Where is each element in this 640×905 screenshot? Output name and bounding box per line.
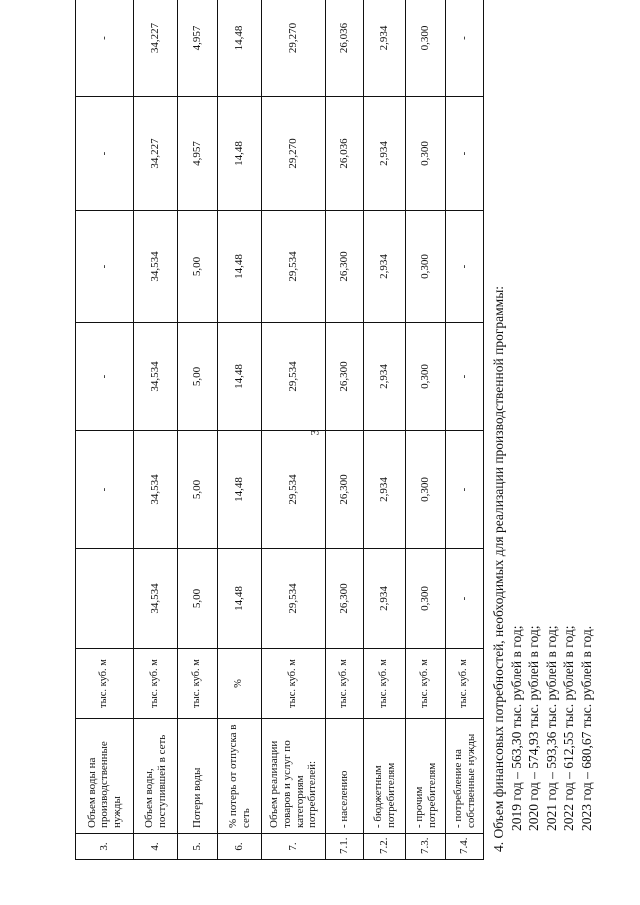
value-cell: 34,534: [134, 323, 178, 431]
value-cell: -: [76, 431, 134, 549]
value-cell: 29,534: [262, 323, 326, 431]
value-cell: -: [76, 97, 134, 211]
value-cell: 0,300: [406, 0, 446, 97]
production-program-table: [75, 0, 484, 860]
financial-year-line: 2022 год – 612,55 тыс. рублей в год;: [561, 625, 576, 831]
unit-cell: тыс. куб. м: [406, 649, 446, 719]
value-cell: 0,300: [406, 549, 446, 649]
financial-year-line: 2019 год – 563,30 тыс. рублей в год;: [508, 625, 524, 831]
value-cell: 29,534: [262, 549, 326, 649]
unit-cell: тыс. куб. м: [446, 649, 484, 719]
value-cell: 5,00: [178, 549, 218, 649]
value-cell: [76, 549, 134, 649]
table-row: [406, 0, 446, 860]
table-row: [446, 0, 484, 860]
value-cell: -: [446, 211, 484, 323]
unit-cell: %: [218, 649, 262, 719]
value-cell: 0,300: [406, 431, 446, 549]
value-cell: 2,934: [364, 97, 406, 211]
unit-cell: тыс. куб. м: [364, 649, 406, 719]
value-cell: 2,934: [364, 211, 406, 323]
row-number-cell: 3.: [76, 834, 134, 860]
value-cell: 14,48: [218, 549, 262, 649]
value-cell: -: [76, 323, 134, 431]
financial-needs-section: [490, 52, 595, 852]
table-row: [134, 0, 178, 860]
unit-cell: тыс. куб. м: [178, 649, 218, 719]
indicator-name-cell: Объем воды на производственные нужды: [76, 719, 134, 834]
table-row: [326, 0, 364, 860]
value-cell: 26,300: [326, 431, 364, 549]
table-body: [76, 0, 484, 860]
value-cell: 34,227: [134, 97, 178, 211]
value-cell: 2,934: [364, 549, 406, 649]
value-cell: 0,300: [406, 211, 446, 323]
indicator-name-cell: Объем воды, поступившей в сеть: [134, 719, 178, 834]
financial-needs-title: 4. Объем финансовых потребностей, необходимых для реализации производственной программы:: [491, 285, 506, 852]
value-cell: 26,300: [326, 323, 364, 431]
value-cell: -: [446, 431, 484, 549]
financial-year-line: 2020 год – 574,93 тыс. рублей в год;: [526, 625, 541, 831]
unit-cell: тыс. куб. м: [262, 649, 326, 719]
indicator-name-cell: Объем реализации товаров и услуг по категориям потребителей:: [262, 719, 326, 834]
row-number-cell: 7.2.: [364, 834, 406, 860]
indicator-name-cell: - прочим потребителям: [406, 719, 446, 834]
rotated-page-content: [40, 22, 600, 860]
unit-cell: тыс. куб. м: [134, 649, 178, 719]
value-cell: 4,957: [178, 97, 218, 211]
value-cell: 34,534: [134, 549, 178, 649]
value-cell: 29,534: [262, 211, 326, 323]
value-cell: 2,934: [364, 431, 406, 549]
unit-cell: тыс. куб. м: [76, 649, 134, 719]
indicator-name-cell: % потерь от отпуска в сеть: [218, 719, 262, 834]
value-cell: 14,48: [218, 323, 262, 431]
row-number-cell: 7.3.: [406, 834, 446, 860]
value-cell: 34,227: [134, 0, 178, 97]
value-cell: 34,534: [134, 211, 178, 323]
value-cell: 2,934: [364, 0, 406, 97]
value-cell: 14,48: [218, 97, 262, 211]
value-cell: 14,48: [218, 211, 262, 323]
value-cell: 34,534: [134, 431, 178, 549]
value-cell: 26,300: [326, 549, 364, 649]
value-cell: -: [76, 0, 134, 97]
table-row: [76, 0, 134, 860]
value-cell: 4,957: [178, 0, 218, 97]
table-row: [364, 0, 406, 860]
value-cell: 0,300: [406, 323, 446, 431]
table-row: [218, 0, 262, 860]
value-cell: 29,270: [262, 0, 326, 97]
row-number-cell: 5.: [178, 834, 218, 860]
row-number-cell: 7.1.: [326, 834, 364, 860]
value-cell: 5,00: [178, 323, 218, 431]
table-row: [262, 0, 326, 860]
value-cell: -: [446, 549, 484, 649]
row-number-cell: 4.: [134, 834, 178, 860]
row-number-cell: 7.4.: [446, 834, 484, 860]
indicator-name-cell: - потребление на собственные нужды: [446, 719, 484, 834]
value-cell: -: [446, 0, 484, 97]
financial-year-line: 2023 год – 680,67 тыс. рублей в год.: [578, 625, 594, 831]
value-cell: 29,270: [262, 97, 326, 211]
value-cell: 5,00: [178, 431, 218, 549]
value-cell: -: [76, 211, 134, 323]
indicator-name-cell: - населению: [326, 719, 364, 834]
indicator-name-cell: - бюджетным потребителям: [364, 719, 406, 834]
value-cell: 5,00: [178, 211, 218, 323]
row-number-cell: 7.: [262, 834, 326, 860]
value-cell: 26,036: [326, 0, 364, 97]
value-cell: 26,300: [326, 211, 364, 323]
value-cell: -: [446, 97, 484, 211]
value-cell: 14,48: [218, 0, 262, 97]
value-cell: 29,534: [262, 431, 326, 549]
row-number-cell: 6.: [218, 834, 262, 860]
financial-year-line: 2021 год – 593,36 тыс. рублей в год;: [543, 625, 559, 831]
value-cell: 14,48: [218, 431, 262, 549]
table-row: [178, 0, 218, 860]
value-cell: 26,036: [326, 97, 364, 211]
page-number: 3: [307, 429, 322, 436]
value-cell: 2,934: [364, 323, 406, 431]
indicator-name-cell: Потери воды: [178, 719, 218, 834]
unit-cell: тыс. куб. м: [326, 649, 364, 719]
value-cell: -: [446, 323, 484, 431]
value-cell: 0,300: [406, 97, 446, 211]
